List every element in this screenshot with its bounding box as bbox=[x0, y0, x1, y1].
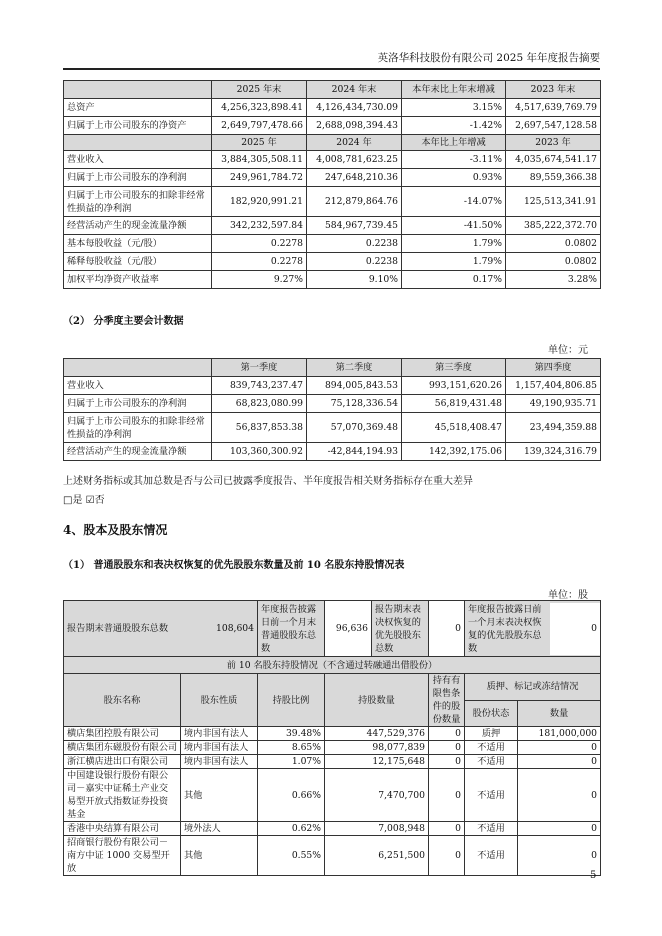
table-row: 营业收入 839,743,237.47 894,005,843.53 993,151,620.26 1,157,404,806.85 bbox=[64, 377, 601, 395]
table-row: 经营活动产生的现金流量净额 103,360,300.92 -42,844,194.93 142,392,175.06 139,324,316.79 bbox=[64, 443, 601, 461]
shareholders-table bbox=[63, 600, 601, 876]
table-row: 加权平均净资产收益率 9.27% 9.10% 0.17% 3.28% bbox=[64, 271, 601, 289]
table-row: 香港中央结算有限公司 境外法人 0.62% 7,008,948 0 不适用 0 bbox=[64, 822, 601, 836]
table-header-row: 2025 年末 2024 年末 本年末比上年末增减 2023 年末 bbox=[64, 81, 601, 99]
table-row: 总资产 4,256,323,898.41 4,126,434,730.09 3.15% 4,517,639,769.79 bbox=[64, 99, 601, 117]
table-row: 归属于上市公司股东的扣除非经常性损益的净利润 182,920,991.21 212,879,864.76 -14.07% 125,513,341.91 bbox=[64, 187, 601, 217]
table-row: 稀释每股收益（元/股） 0.2278 0.2238 1.79% 0.0802 bbox=[64, 253, 601, 271]
table-row: 横店集团控股有限公司 境内非国有法人 39.48% 447,529,376 0 质押 181,000,000 bbox=[64, 727, 601, 741]
table-header-row: 2025 年 2024 年 本年比上年增减 2023 年 bbox=[64, 135, 601, 151]
table-row: 中国建设银行股份有限公司－嘉实中证稀土产业交易型开放式指数证券投资基金 其他 0.66% 7,470,700 0 不适用 0 bbox=[64, 769, 601, 822]
table-row: 归属于上市公司股东的净利润 249,961,784.72 247,648,210.36 0.93% 89,559,366.38 bbox=[64, 169, 601, 187]
shares-unit-label: 单位：股 bbox=[548, 590, 588, 601]
shareholder-count-row: 报告期末普通股股东总数 108,604 年度报告披露日前一个月末普通股股东总数 96,636 报告期末表决权恢复的优先股股东总数 0 年度报告披露日前一个月末表决权恢复的优先股股东总数 0 bbox=[64, 601, 601, 657]
table-row: 横店集团东磁股份有限公司 境内非国有法人 8.65% 98,077,839 0 不适用 0 bbox=[64, 741, 601, 755]
key-financial-table bbox=[63, 80, 601, 289]
table-row: 浙江横店进出口有限公司 境内非国有法人 1.07% 12,175,648 0 不适用 0 bbox=[64, 755, 601, 769]
table-header-row: 第一季度 第二季度 第三季度 第四季度 bbox=[64, 359, 601, 377]
table-row: 基本每股收益（元/股） 0.2278 0.2238 1.79% 0.0802 bbox=[64, 235, 601, 253]
page-header: 英洛华科技股份有限公司 2025 年年度报告摘要 bbox=[63, 50, 600, 70]
top10-title-row: 前 10 名股东持股情况（不含通过转融通出借股份） bbox=[64, 657, 601, 674]
table-row: 归属于上市公司股东的净资产 2,649,797,478.66 2,688,098,394.43 -1.42% 2,697,547,128.58 bbox=[64, 117, 601, 135]
table-header-row: 股东名称 股东性质 持股比例 持股数量 持有有限售条件的股份数量 质押、标记或冻结情况 bbox=[64, 674, 601, 701]
quarterly-section-title: （2） 分季度主要会计数据 bbox=[63, 316, 184, 327]
yes-no-checkbox: □是 ☑否 bbox=[63, 495, 105, 506]
table-row: 营业收入 3,884,305,508.11 4,008,781,623.25 -3.11% 4,035,674,541.17 bbox=[64, 151, 601, 169]
table-row: 归属于上市公司股东的净利润 68,823,080.99 75,128,336.54 56,819,431.48 49,190,935.71 bbox=[64, 395, 601, 413]
section-4-title: 4、股本及股东情况 bbox=[63, 523, 168, 537]
quarterly-table bbox=[63, 358, 601, 461]
table-row: 招商银行股份有限公司－南方中证 1000 交易型开放 其他 0.55% 6,251,500 0 不适用 0 bbox=[64, 836, 601, 876]
table-row: 经营活动产生的现金流量净额 342,232,597.84 584,967,739.45 -41.50% 385,222,372.70 bbox=[64, 217, 601, 235]
table-row: 归属于上市公司股东的扣除非经常性损益的净利润 56,837,853.38 57,070,369.48 45,518,408.47 23,494,359.88 bbox=[64, 413, 601, 443]
table-header-row: 股份状态 数量 bbox=[64, 700, 601, 727]
quarterly-unit-label: 单位：元 bbox=[548, 345, 588, 356]
shareholders-section-title: （1） 普通股股东和表决权恢复的优先股股东数量及前 10 名股东持股情况表 bbox=[63, 560, 405, 571]
difference-note: 上述财务指标或其加总数是否与公司已披露季度报告、半年度报告相关财务指标存在重大差异 bbox=[63, 476, 473, 487]
page-number: 5 bbox=[590, 870, 597, 881]
